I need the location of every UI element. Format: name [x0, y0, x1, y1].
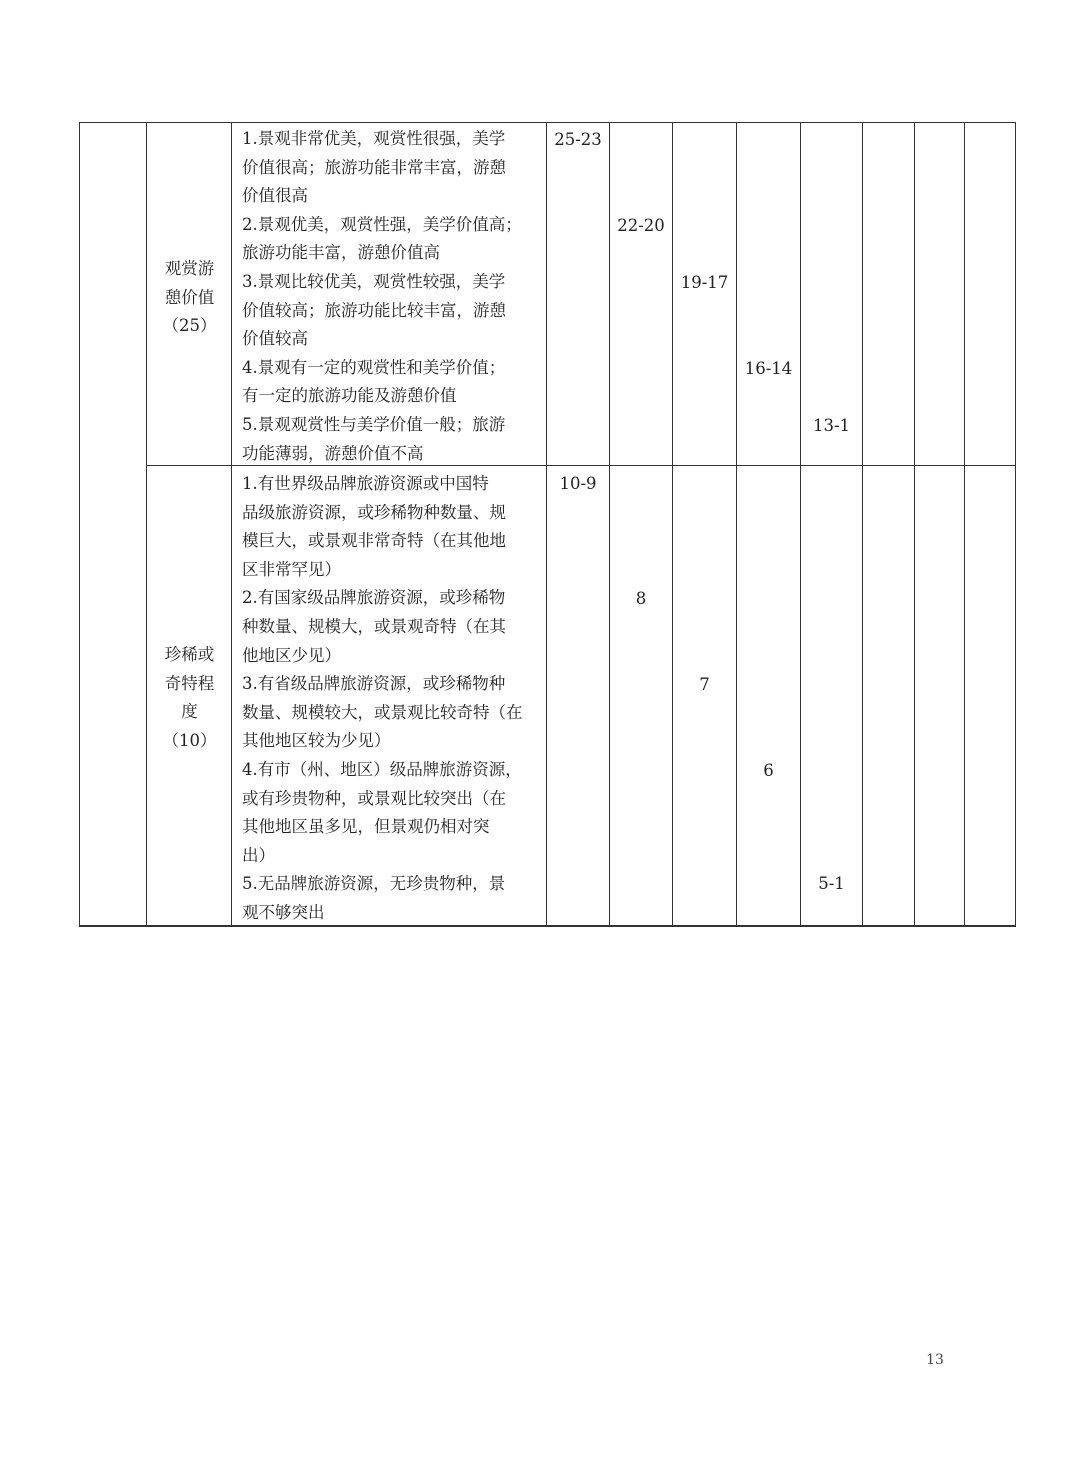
column-divider — [914, 122, 915, 927]
column-divider — [964, 122, 965, 927]
table-border-left — [79, 122, 80, 927]
table-border-top — [79, 122, 1016, 123]
criterion-label: 珍稀或 奇特程 度 （10） — [162, 645, 217, 750]
column-divider — [862, 122, 863, 927]
score-excellent: 10-9 — [559, 474, 597, 493]
score-fair: 7 — [699, 675, 710, 694]
column-divider — [146, 122, 147, 927]
score-poor: 5-1 — [818, 874, 845, 893]
score-average: 6 — [763, 761, 774, 780]
score-good: 8 — [635, 589, 647, 608]
description-cell: 1.景观非常优美，观赏性很强，美学 价值很高；旅游功能非常丰富，游憩 价值很高 2.景观优美，观赏性强，美学价值高； 旅游功能丰富，游憩价值高 3.景观比较优美，观赏性较强，美学 价值较高；旅游功能比较丰富，游憩 价值较高 4.景观有一定的观赏性和美学价值； 有一定的旅游功能及游憩价值 5.景观观赏性与美学价值一般；旅游 功能薄弱，游憩价值不高 — [242, 129, 522, 463]
score-poor: 13-1 — [812, 416, 851, 435]
column-divider — [609, 122, 610, 927]
page-number: 13 — [926, 1352, 944, 1368]
score-excellent: 25-23 — [554, 130, 602, 149]
score-average: 16-14 — [744, 359, 793, 378]
table-border-right — [1015, 122, 1016, 927]
table-border-bottom — [79, 925, 1016, 927]
column-divider — [672, 122, 673, 927]
column-divider — [800, 122, 801, 927]
score-fair: 19-17 — [680, 273, 729, 292]
description-cell: 1.有世界级品牌旅游资源或中国特 品级旅游资源，或珍稀物种数量、规 模巨大，或景观非常奇特（在其他地 区非常罕见） 2.有国家级品牌旅游资源，或珍稀物 种数量、规模大，或景观奇特（在其 他地区少见） 3.有省级品牌旅游资源，或珍稀物种 数量、规模较大，或景观比较奇特（在 其他地区较为少见） 4.有市（州、地区）级品牌旅游资源， 或有珍贵物种，或景观比较突出（在 其他地区虽多见，但景观仍相对突 出） 5.无品牌旅游资源，无珍贵物种，景 观不够突出 — [242, 474, 523, 922]
score-good: 22-20 — [617, 216, 665, 235]
criterion-label: 观赏游 憩价值 （25） — [162, 259, 217, 336]
column-divider — [546, 122, 547, 927]
column-divider — [231, 122, 232, 927]
column-divider — [736, 122, 737, 927]
